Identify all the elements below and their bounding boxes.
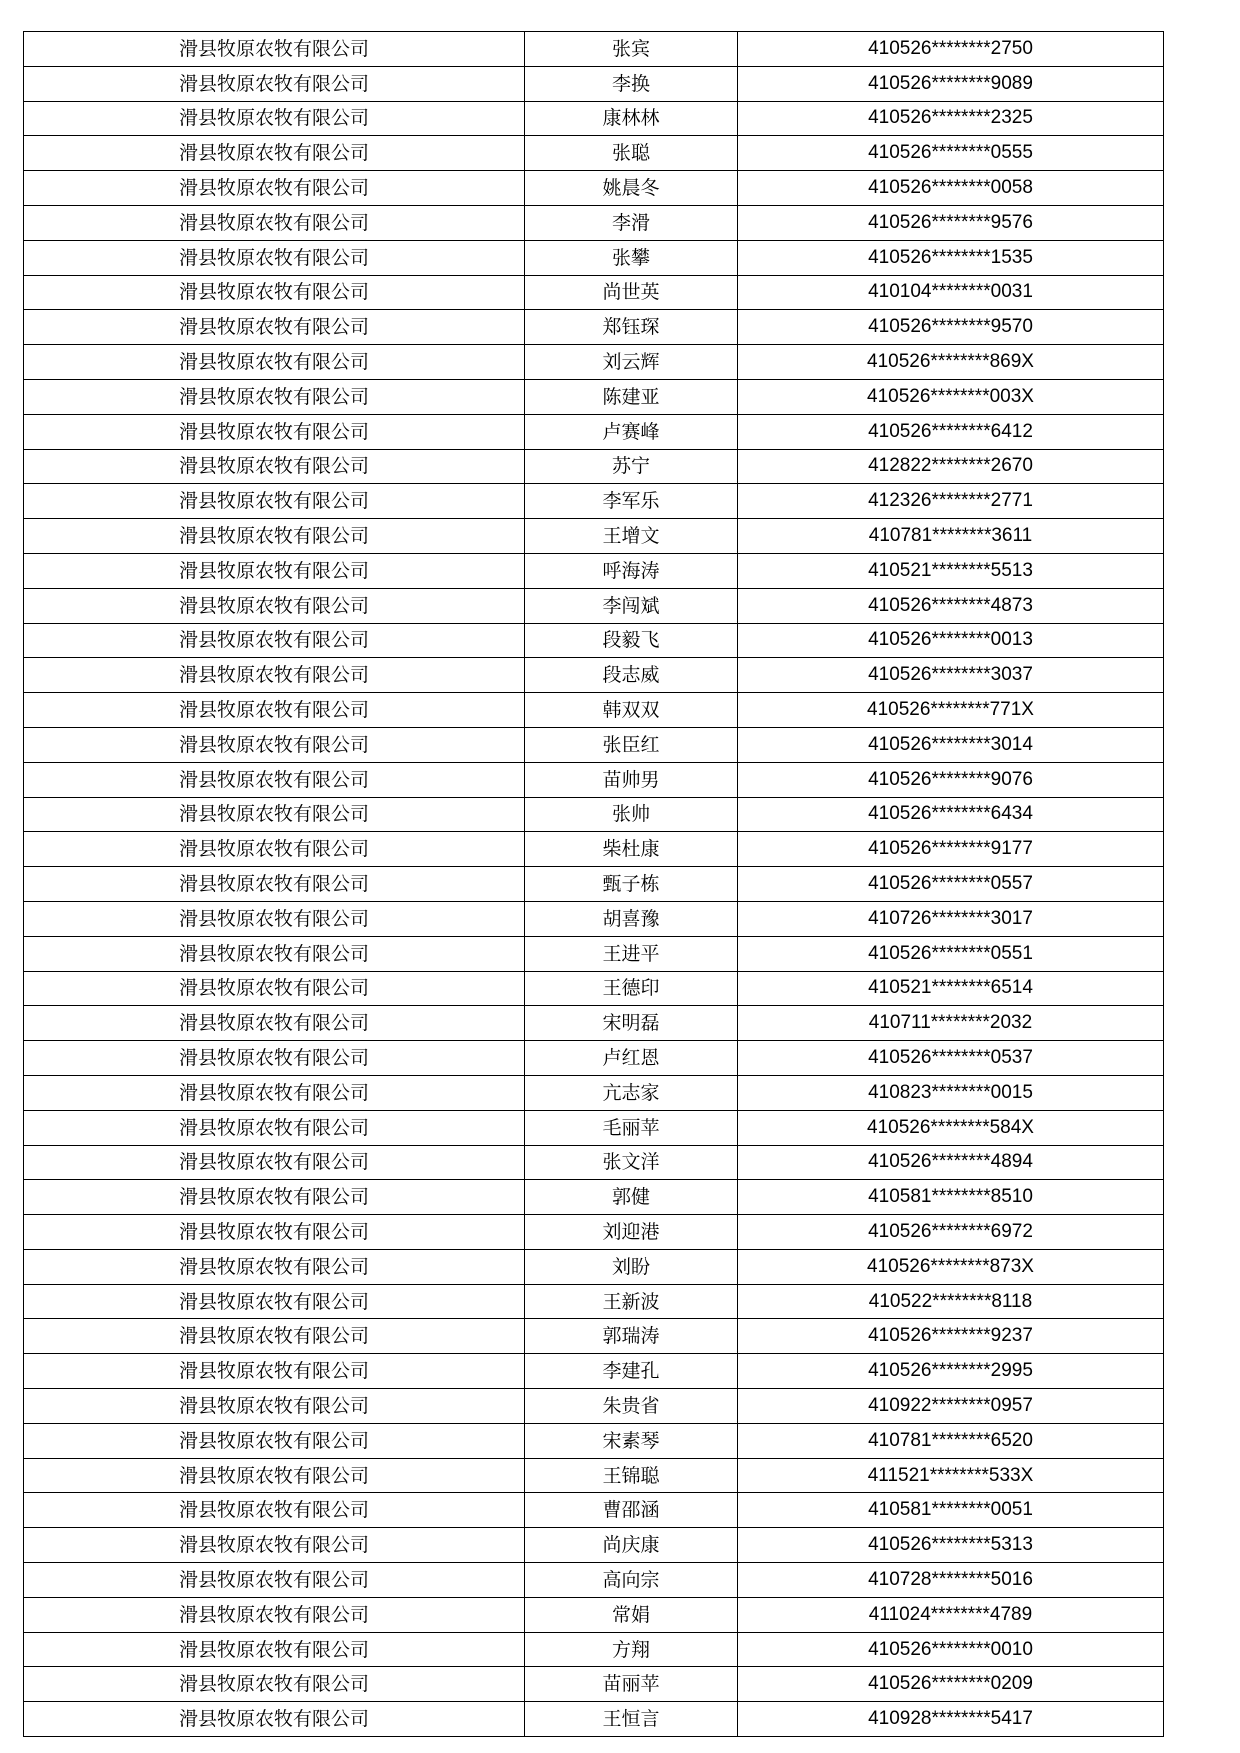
id-number-cell: 410526********003X xyxy=(738,379,1164,414)
name-cell: 王增文 xyxy=(525,519,738,554)
company-cell: 滑县牧原农牧有限公司 xyxy=(24,832,525,867)
name-cell: 柴杜康 xyxy=(525,832,738,867)
company-cell: 滑县牧原农牧有限公司 xyxy=(24,101,525,136)
company-cell: 滑县牧原农牧有限公司 xyxy=(24,519,525,554)
table-row xyxy=(24,867,1164,902)
table-row xyxy=(24,1249,1164,1284)
company-cell: 滑县牧原农牧有限公司 xyxy=(24,1563,525,1598)
table-row xyxy=(24,797,1164,832)
company-cell: 滑县牧原农牧有限公司 xyxy=(24,1354,525,1389)
name-cell: 郭瑞涛 xyxy=(525,1319,738,1354)
table-row xyxy=(24,449,1164,484)
id-number-cell: 410922********0957 xyxy=(738,1389,1164,1424)
company-cell: 滑县牧原农牧有限公司 xyxy=(24,32,525,67)
name-cell: 张帅 xyxy=(525,797,738,832)
company-cell: 滑县牧原农牧有限公司 xyxy=(24,693,525,728)
table-row xyxy=(24,1597,1164,1632)
id-number-cell: 410526********4894 xyxy=(738,1145,1164,1180)
table-row xyxy=(24,1563,1164,1598)
table-row xyxy=(24,1145,1164,1180)
table-row xyxy=(24,1667,1164,1702)
name-cell: 苗帅男 xyxy=(525,762,738,797)
table-row xyxy=(24,832,1164,867)
id-number-cell: 410526********2995 xyxy=(738,1354,1164,1389)
company-cell: 滑县牧原农牧有限公司 xyxy=(24,588,525,623)
table-row xyxy=(24,32,1164,67)
company-cell: 滑县牧原农牧有限公司 xyxy=(24,1493,525,1528)
company-cell: 滑县牧原农牧有限公司 xyxy=(24,658,525,693)
id-number-cell: 410526********2750 xyxy=(738,32,1164,67)
id-number-cell: 410526********584X xyxy=(738,1110,1164,1145)
id-number-cell: 410526********0058 xyxy=(738,171,1164,206)
company-cell: 滑县牧原农牧有限公司 xyxy=(24,1215,525,1250)
table-row xyxy=(24,936,1164,971)
company-cell: 滑县牧原农牧有限公司 xyxy=(24,762,525,797)
id-number-cell: 410526********0010 xyxy=(738,1632,1164,1667)
name-cell: 段毅飞 xyxy=(525,623,738,658)
id-number-cell: 411024********4789 xyxy=(738,1597,1164,1632)
name-cell: 王德印 xyxy=(525,971,738,1006)
company-cell: 滑县牧原农牧有限公司 xyxy=(24,1145,525,1180)
name-cell: 张聪 xyxy=(525,136,738,171)
company-cell: 滑县牧原农牧有限公司 xyxy=(24,1319,525,1354)
id-number-cell: 411521********533X xyxy=(738,1458,1164,1493)
name-cell: 常娟 xyxy=(525,1597,738,1632)
id-number-cell: 410526********0209 xyxy=(738,1667,1164,1702)
company-cell: 滑县牧原农牧有限公司 xyxy=(24,1041,525,1076)
company-cell: 滑县牧原农牧有限公司 xyxy=(24,484,525,519)
table-row xyxy=(24,1354,1164,1389)
id-number-cell: 410728********5016 xyxy=(738,1563,1164,1598)
id-number-cell: 410104********0031 xyxy=(738,275,1164,310)
name-cell: 呼海涛 xyxy=(525,553,738,588)
table-row xyxy=(24,136,1164,171)
company-cell: 滑县牧原农牧有限公司 xyxy=(24,971,525,1006)
company-cell: 滑县牧原农牧有限公司 xyxy=(24,1180,525,1215)
table-row xyxy=(24,727,1164,762)
company-cell: 滑县牧原农牧有限公司 xyxy=(24,727,525,762)
company-cell: 滑县牧原农牧有限公司 xyxy=(24,1632,525,1667)
company-cell: 滑县牧原农牧有限公司 xyxy=(24,1597,525,1632)
name-cell: 刘云辉 xyxy=(525,345,738,380)
id-number-cell: 410581********8510 xyxy=(738,1180,1164,1215)
company-cell: 滑县牧原农牧有限公司 xyxy=(24,275,525,310)
company-cell: 滑县牧原农牧有限公司 xyxy=(24,1389,525,1424)
table-row xyxy=(24,1389,1164,1424)
company-cell: 滑县牧原农牧有限公司 xyxy=(24,171,525,206)
name-cell: 姚晨冬 xyxy=(525,171,738,206)
table-row xyxy=(24,1493,1164,1528)
id-number-cell: 412822********2670 xyxy=(738,449,1164,484)
roster-table-body xyxy=(24,32,1164,1737)
name-cell: 毛丽苹 xyxy=(525,1110,738,1145)
name-cell: 尚世英 xyxy=(525,275,738,310)
company-cell: 滑县牧原农牧有限公司 xyxy=(24,66,525,101)
company-cell: 滑县牧原农牧有限公司 xyxy=(24,1249,525,1284)
table-row xyxy=(24,762,1164,797)
company-cell: 滑县牧原农牧有限公司 xyxy=(24,379,525,414)
id-number-cell: 410526********9570 xyxy=(738,310,1164,345)
id-number-cell: 410521********6514 xyxy=(738,971,1164,1006)
name-cell: 张宾 xyxy=(525,32,738,67)
name-cell: 郭健 xyxy=(525,1180,738,1215)
id-number-cell: 410526********1535 xyxy=(738,240,1164,275)
id-number-cell: 410522********8118 xyxy=(738,1284,1164,1319)
company-cell: 滑县牧原农牧有限公司 xyxy=(24,414,525,449)
name-cell: 曹邵涵 xyxy=(525,1493,738,1528)
name-cell: 刘迎港 xyxy=(525,1215,738,1250)
company-cell: 滑县牧原农牧有限公司 xyxy=(24,345,525,380)
id-number-cell: 410521********5513 xyxy=(738,553,1164,588)
name-cell: 王进平 xyxy=(525,936,738,971)
id-number-cell: 410928********5417 xyxy=(738,1702,1164,1737)
table-row xyxy=(24,971,1164,1006)
company-cell: 滑县牧原农牧有限公司 xyxy=(24,936,525,971)
id-number-cell: 410526********0555 xyxy=(738,136,1164,171)
name-cell: 胡喜豫 xyxy=(525,901,738,936)
name-cell: 卢红恩 xyxy=(525,1041,738,1076)
table-row xyxy=(24,519,1164,554)
name-cell: 郑钰琛 xyxy=(525,310,738,345)
table-row xyxy=(24,1319,1164,1354)
table-row xyxy=(24,901,1164,936)
company-cell: 滑县牧原农牧有限公司 xyxy=(24,240,525,275)
id-number-cell: 410526********9177 xyxy=(738,832,1164,867)
company-cell: 滑县牧原农牧有限公司 xyxy=(24,797,525,832)
id-number-cell: 410526********3014 xyxy=(738,727,1164,762)
table-row xyxy=(24,1006,1164,1041)
id-number-cell: 410526********9076 xyxy=(738,762,1164,797)
table-row xyxy=(24,240,1164,275)
table-row xyxy=(24,623,1164,658)
id-number-cell: 410526********9089 xyxy=(738,66,1164,101)
company-cell: 滑县牧原农牧有限公司 xyxy=(24,1110,525,1145)
table-row xyxy=(24,1632,1164,1667)
id-number-cell: 410526********2325 xyxy=(738,101,1164,136)
id-number-cell: 410781********6520 xyxy=(738,1423,1164,1458)
name-cell: 苏宁 xyxy=(525,449,738,484)
company-cell: 滑县牧原农牧有限公司 xyxy=(24,1075,525,1110)
table-row xyxy=(24,1702,1164,1737)
table-row xyxy=(24,66,1164,101)
name-cell: 陈建亚 xyxy=(525,379,738,414)
name-cell: 高向宗 xyxy=(525,1563,738,1598)
id-number-cell: 410526********5313 xyxy=(738,1528,1164,1563)
company-cell: 滑县牧原农牧有限公司 xyxy=(24,449,525,484)
table-row xyxy=(24,484,1164,519)
name-cell: 康林林 xyxy=(525,101,738,136)
name-cell: 甄子栋 xyxy=(525,867,738,902)
id-number-cell: 410526********869X xyxy=(738,345,1164,380)
table-row xyxy=(24,1075,1164,1110)
table-row xyxy=(24,1041,1164,1076)
company-cell: 滑县牧原农牧有限公司 xyxy=(24,1702,525,1737)
name-cell: 王锦聪 xyxy=(525,1458,738,1493)
name-cell: 李建孔 xyxy=(525,1354,738,1389)
company-cell: 滑县牧原农牧有限公司 xyxy=(24,1006,525,1041)
id-number-cell: 410823********0015 xyxy=(738,1075,1164,1110)
id-number-cell: 410526********9237 xyxy=(738,1319,1164,1354)
name-cell: 王恒言 xyxy=(525,1702,738,1737)
id-number-cell: 410726********3017 xyxy=(738,901,1164,936)
id-number-cell: 410526********6434 xyxy=(738,797,1164,832)
table-row xyxy=(24,1284,1164,1319)
id-number-cell: 410526********0537 xyxy=(738,1041,1164,1076)
name-cell: 方翔 xyxy=(525,1632,738,1667)
company-cell: 滑县牧原农牧有限公司 xyxy=(24,623,525,658)
name-cell: 王新波 xyxy=(525,1284,738,1319)
id-number-cell: 410526********873X xyxy=(738,1249,1164,1284)
name-cell: 段志威 xyxy=(525,658,738,693)
name-cell: 李换 xyxy=(525,66,738,101)
table-row xyxy=(24,1110,1164,1145)
id-number-cell: 410526********6972 xyxy=(738,1215,1164,1250)
name-cell: 张臣红 xyxy=(525,727,738,762)
name-cell: 张攀 xyxy=(525,240,738,275)
id-number-cell: 410526********4873 xyxy=(738,588,1164,623)
name-cell: 朱贵省 xyxy=(525,1389,738,1424)
id-number-cell: 410526********771X xyxy=(738,693,1164,728)
company-cell: 滑县牧原农牧有限公司 xyxy=(24,901,525,936)
table-row xyxy=(24,275,1164,310)
name-cell: 李滑 xyxy=(525,205,738,240)
table-row xyxy=(24,205,1164,240)
id-number-cell: 410526********9576 xyxy=(738,205,1164,240)
table-row xyxy=(24,588,1164,623)
table-row xyxy=(24,1423,1164,1458)
company-cell: 滑县牧原农牧有限公司 xyxy=(24,1458,525,1493)
table-row xyxy=(24,310,1164,345)
table-row xyxy=(24,171,1164,206)
name-cell: 张文洋 xyxy=(525,1145,738,1180)
company-cell: 滑县牧原农牧有限公司 xyxy=(24,553,525,588)
company-cell: 滑县牧原农牧有限公司 xyxy=(24,1284,525,1319)
name-cell: 宋明磊 xyxy=(525,1006,738,1041)
id-number-cell: 410526********0551 xyxy=(738,936,1164,971)
company-cell: 滑县牧原农牧有限公司 xyxy=(24,1528,525,1563)
table-row xyxy=(24,414,1164,449)
name-cell: 宋素琴 xyxy=(525,1423,738,1458)
company-cell: 滑县牧原农牧有限公司 xyxy=(24,310,525,345)
name-cell: 卢赛峰 xyxy=(525,414,738,449)
table-row xyxy=(24,1528,1164,1563)
name-cell: 刘盼 xyxy=(525,1249,738,1284)
table-row xyxy=(24,1215,1164,1250)
name-cell: 李闯斌 xyxy=(525,588,738,623)
company-cell: 滑县牧原农牧有限公司 xyxy=(24,1667,525,1702)
table-row xyxy=(24,379,1164,414)
table-row xyxy=(24,693,1164,728)
name-cell: 苗丽苹 xyxy=(525,1667,738,1702)
id-number-cell: 410526********3037 xyxy=(738,658,1164,693)
id-number-cell: 410781********3611 xyxy=(738,519,1164,554)
company-cell: 滑县牧原农牧有限公司 xyxy=(24,1423,525,1458)
id-number-cell: 410581********0051 xyxy=(738,1493,1164,1528)
id-number-cell: 410526********0557 xyxy=(738,867,1164,902)
id-number-cell: 410526********0013 xyxy=(738,623,1164,658)
id-number-cell: 412326********2771 xyxy=(738,484,1164,519)
name-cell: 尚庆康 xyxy=(525,1528,738,1563)
roster-table xyxy=(23,31,1164,1737)
id-number-cell: 410526********6412 xyxy=(738,414,1164,449)
name-cell: 亢志家 xyxy=(525,1075,738,1110)
table-row xyxy=(24,553,1164,588)
table-row xyxy=(24,658,1164,693)
name-cell: 韩双双 xyxy=(525,693,738,728)
company-cell: 滑县牧原农牧有限公司 xyxy=(24,136,525,171)
id-number-cell: 410711********2032 xyxy=(738,1006,1164,1041)
company-cell: 滑县牧原农牧有限公司 xyxy=(24,205,525,240)
company-cell: 滑县牧原农牧有限公司 xyxy=(24,867,525,902)
table-row xyxy=(24,101,1164,136)
table-row xyxy=(24,1458,1164,1493)
table-row xyxy=(24,1180,1164,1215)
table-row xyxy=(24,345,1164,380)
name-cell: 李军乐 xyxy=(525,484,738,519)
